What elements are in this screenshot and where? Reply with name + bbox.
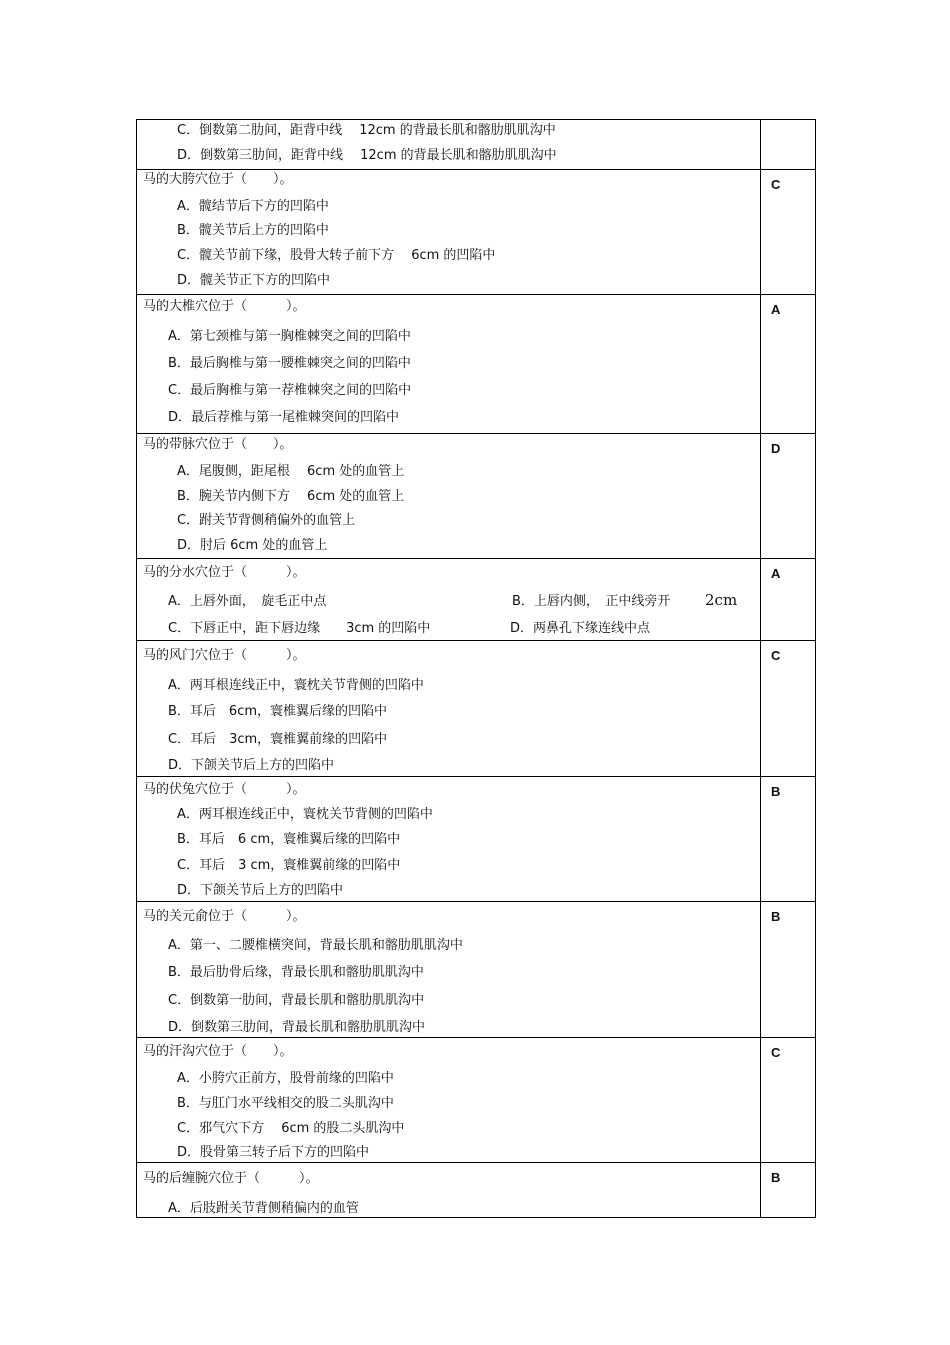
question-stem: 马的带脉穴位于（ ）。 [143,437,293,452]
table-row [137,559,816,641]
question-cell [137,559,761,641]
table-row [137,1038,816,1163]
option-a: A．两耳根连线正中，寰枕关节背侧的凹陷中 [168,678,424,693]
answer-letter: B [771,1170,781,1185]
answer-cell [761,902,816,1038]
question-cell [137,120,761,170]
option-a: A．第七颈椎与第一胸椎棘突之间的凹陷中 [168,329,411,344]
option-a: A．上唇外面， 旋毛正中点 [168,594,327,609]
option-b: B．髋关节后上方的凹陷中 [177,223,329,238]
answer-letter: B [771,909,781,924]
option-d: D．肘后 6cm 处的血管上 [177,538,328,553]
option-b: B．耳后 6 cm，寰椎翼后缘的凹陷中 [177,832,401,847]
question-cell [137,902,761,1038]
option-d: D．倒数第三肋间，距背中线 12cm 的背最长肌和髂肋肌肌沟中 [177,148,557,163]
question-cell [137,1163,761,1218]
option-a: A．髋结节后下方的凹陷中 [177,199,329,214]
answer-cell [761,170,816,295]
answer-letter: A [771,302,781,317]
answer-cell [761,434,816,559]
option-c: C．最后胸椎与第一荐椎棘突之间的凹陷中 [168,383,412,398]
option-a: A．两耳根连线正中，寰枕关节背侧的凹陷中 [177,807,433,822]
table-row [137,434,816,559]
table-row [137,120,816,170]
question-cell [137,1038,761,1163]
table-row [137,902,816,1038]
option-b: B．上唇内侧， 正中线旁开 [512,594,671,609]
option-c: C．倒数第一肋间，背最长肌和髂肋肌肌沟中 [168,993,425,1008]
option-c: C．邪气穴下方 6cm 的股二头肌沟中 [177,1121,405,1136]
question-table [136,119,816,1218]
option-d: D．最后荐椎与第一尾椎棘突间的凹陷中 [168,410,400,425]
answer-cell [761,120,816,170]
answer-letter: A [771,566,781,581]
option-a: A．小胯穴正前方，股骨前缘的凹陷中 [177,1071,394,1086]
question-stem: 马的大胯穴位于（ ）。 [143,172,293,187]
option-d: D．两鼻孔下缘连线中点 [510,621,651,636]
option-b: B．最后肋骨后缘，背最长肌和髂肋肌肌沟中 [168,965,424,980]
option-b: B．耳后 6cm，寰椎翼后缘的凹陷中 [168,704,388,719]
table-row [137,295,816,434]
option-c: C．耳后 3cm，寰椎翼前缘的凹陷中 [168,732,388,747]
answer-letter: B [771,784,781,799]
option-d: D．下颌关节后上方的凹陷中 [177,883,344,898]
option-c: C．跗关节背侧稍偏外的血管上 [177,513,356,528]
option-c: C．下唇正中，距下唇边缘 3cm 的凹陷中 [168,621,431,636]
question-stem: 马的风门穴位于（ ）。 [143,648,306,663]
question-cell [137,295,761,434]
answer-cell [761,1038,816,1163]
answer-cell [761,1163,816,1218]
answer-letter: D [771,441,781,456]
question-cell [137,434,761,559]
answer-cell [761,641,816,777]
option-d: D．髋关节正下方的凹陷中 [177,273,331,288]
answer-cell [761,559,816,641]
option-d: D．倒数第三肋间，背最长肌和髂肋肌肌沟中 [168,1020,426,1035]
option-c: C．耳后 3 cm，寰椎翼前缘的凹陷中 [177,858,401,873]
option-b: B．与肛门水平线相交的股二头肌沟中 [177,1096,394,1111]
answer-cell [761,295,816,434]
question-stem: 马的汗沟穴位于（ ）。 [143,1044,293,1059]
option-b: B．腕关节内侧下方 6cm 处的血管上 [177,489,405,504]
option-b: B．最后胸椎与第一腰椎棘突之间的凹陷中 [168,356,411,371]
answer-letter: C [771,1045,781,1060]
option-a: A．第一、二腰椎横突间，背最长肌和髂肋肌肌沟中 [168,938,463,953]
option-d: D．下颌关节后上方的凹陷中 [168,758,335,773]
table-row [137,641,816,777]
table-row [137,777,816,902]
option-c: C．倒数第二肋间，距背中线 12cm 的背最长肌和髂肋肌肌沟中 [177,123,556,138]
option-a: A．尾腹侧，距尾根 6cm 处的血管上 [177,464,405,479]
question-cell [137,641,761,777]
question-stem: 马的大椎穴位于（ ）。 [143,299,306,314]
option-b-distance: 2cm [705,591,738,609]
question-cell [137,777,761,902]
table-row [137,170,816,295]
question-stem: 马的后缠腕穴位于（ ）。 [143,1171,319,1186]
option-d: D．股骨第三转子后下方的凹陷中 [177,1145,370,1160]
option-a: A．后肢跗关节背侧稍偏内的血管 [168,1201,359,1216]
question-stem: 马的分水穴位于（ ）。 [143,565,306,580]
answer-letter: C [771,177,781,192]
question-stem: 马的伏兔穴位于（ ）。 [143,782,306,797]
question-stem: 马的关元俞位于（ ）。 [143,909,306,924]
option-c: C．髋关节前下缘，股骨大转子前下方 6cm 的凹陷中 [177,248,496,263]
answer-cell [761,777,816,902]
table-row [137,1163,816,1218]
answer-letter: C [771,648,781,663]
question-cell [137,170,761,295]
